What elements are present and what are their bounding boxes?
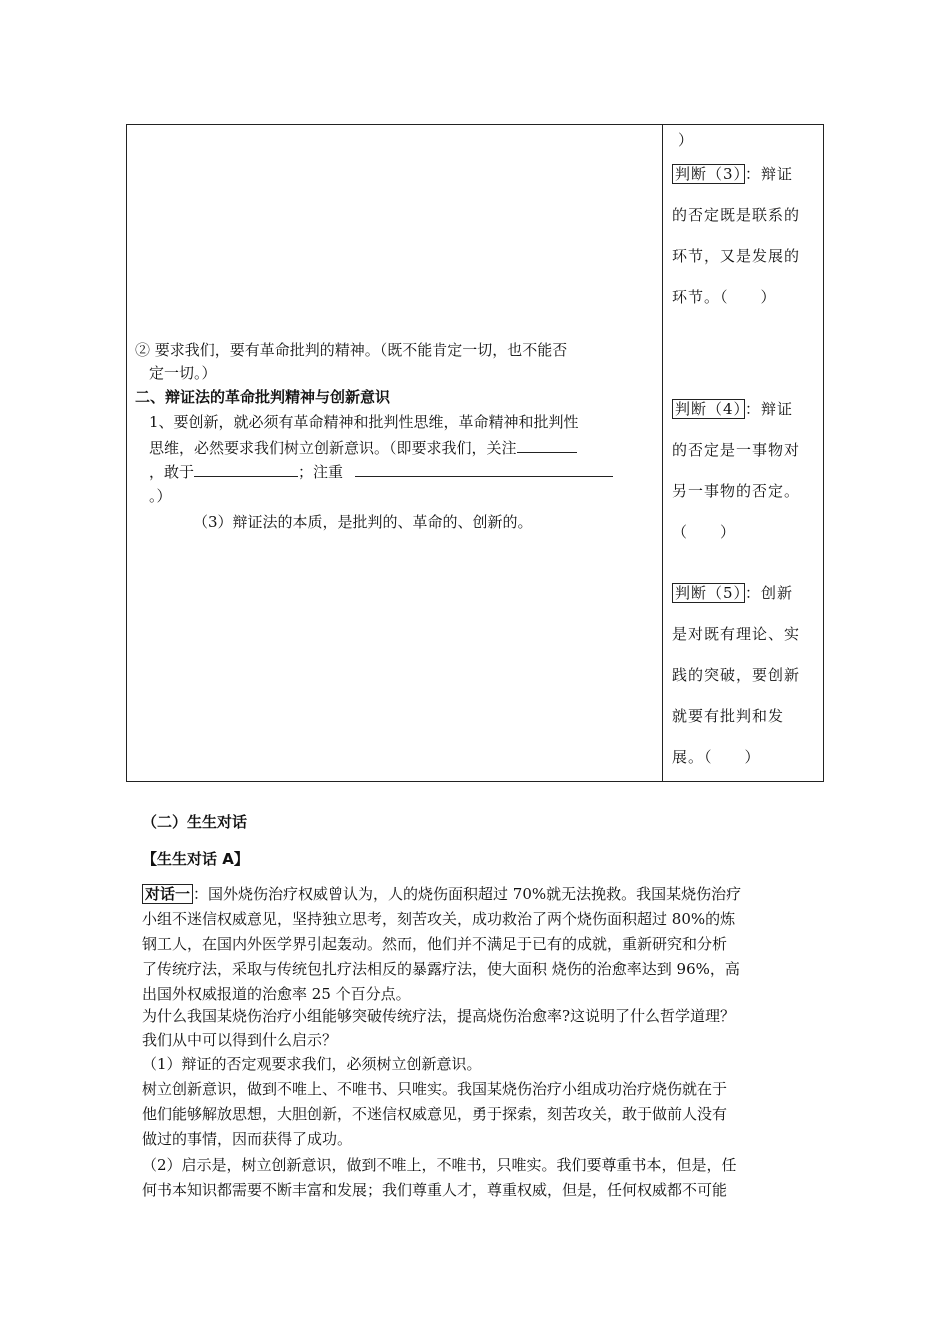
judgement-4-text1: ：辩证 [745,400,794,418]
worksheet-table [126,124,824,782]
judgement-3-line4: 环节。（ ） [672,288,777,306]
requirement-2-line2: 定一切。） [149,364,217,382]
dialogue-1-line2: 小组不迷信权威意见，坚持独立思考，刻苦攻关，成功救治了两个烧伤面积超过 80%的炼 [142,910,736,928]
item-1-line2-text: 思维，必然要求我们树立创新意识。（即要求我们，关注 [149,439,517,457]
judgement-4-line4: （ ） [672,523,737,541]
judgement-5-line2: 是对既有理论、实 [672,625,801,643]
blank-focus[interactable] [517,437,577,453]
judgement-3-text1: ：辩证 [745,165,794,183]
item-1-line4: 。） [149,487,172,505]
dialogue-1-line5: 出国外权威报道的治愈率 25 个百分点。 [142,985,411,1003]
item-1-line1: 1、要创新，就必须有革命精神和批判性思维，革命精神和批判性 [149,413,579,431]
answer-1: （1）辩证的否定观要求我们，必须树立创新意识。 [142,1055,482,1073]
item-1-line3-text-a: ，敢于 [149,463,195,481]
item-1-line3 [149,461,613,483]
answer-1-line3: 做过的事情，因而获得了成功。 [142,1130,353,1148]
section-title-dialogue: （二）生生对话 [142,813,248,831]
judgement-5-text1: ：创新 [745,584,794,602]
judgement-3-line2: 的否定既是联系的 [672,206,801,224]
previous-tail: ） [678,131,695,149]
requirement-2-line1: ② 要求我们，要有革命批判的精神。（既不能肯定一切，也不能否 [135,341,568,359]
dialogue-header: 【生生对话 A】 [142,850,249,868]
judgement-5-line1 [672,582,793,604]
judgement-4-line2: 的否定是一事物对 [672,441,801,459]
dialogue-1-text: ：国外烧伤治疗权威曾认为，人的烧伤面积超过 70%就无法挽救。我国某烧伤治疗 [193,885,742,903]
answer-1-line1: 树立创新意识，做到不唯上、不唯书、只唯实。我国某烧伤治疗小组成功治疗烧伤就在于 [142,1080,728,1098]
blank-dare[interactable] [194,461,298,477]
item-1-line2 [149,437,577,459]
answer-2-line2: 何书本知识都需要不断丰富和发展；我们尊重人才，尊重权威，但是，任何权威都不可能 [142,1181,728,1199]
dialogue-1-label: 对话一 [142,884,193,904]
answer-2-line1: （2）启示是，树立创新意识，做到不唯上，不唯书，只唯实。我们要尊重书本，但是，任 [142,1156,737,1174]
judgement-3-line1 [672,163,793,185]
column-divider [662,125,663,781]
dialogue-1-line1 [142,883,741,905]
judgement-4-line3: 另一事物的否定。 [672,482,801,500]
dialogue-1-line4: 了传统疗法，采取与传统包扎疗法相反的暴露疗法，使大面积 烧伤的治愈率达到 96%，高 [142,960,740,978]
blank-emphasis[interactable] [355,461,613,477]
judgement-3-line3: 环节，又是发展的 [672,247,801,265]
section-2-title: 二、辩证法的革命批判精神与创新意识 [135,388,391,406]
question-line1: 为什么我国某烧伤治疗小组能够突破传统疗法，提高烧伤治愈率?这说明了什么哲学道理？ [142,1007,736,1025]
judgement-4-line1 [672,398,793,420]
judgement-5-line5: 展。（ ） [672,748,761,766]
judgement-3-label: 判断（3） [672,164,745,184]
item-1-line3-text-b: ；注重 [298,463,344,481]
question-line2: 我们从中可以得到什么启示？ [142,1031,338,1049]
item-3: （3）辩证法的本质，是批判的、革命的、创新的。 [193,513,533,531]
judgement-5-line3: 践的突破，要创新 [672,666,801,684]
judgement-5-line4: 就要有批判和发 [672,707,785,725]
dialogue-1-line3: 钢工人，在国内外医学界引起轰动。然而，他们并不满足于已有的成就，重新研究和分析 [142,935,728,953]
judgement-5-label: 判断（5） [672,583,745,603]
answer-1-line2: 他们能够解放思想，大胆创新，不迷信权威意见，勇于探索，刻苦攻关，敢于做前人没有 [142,1105,728,1123]
judgement-4-label: 判断（4） [672,399,745,419]
